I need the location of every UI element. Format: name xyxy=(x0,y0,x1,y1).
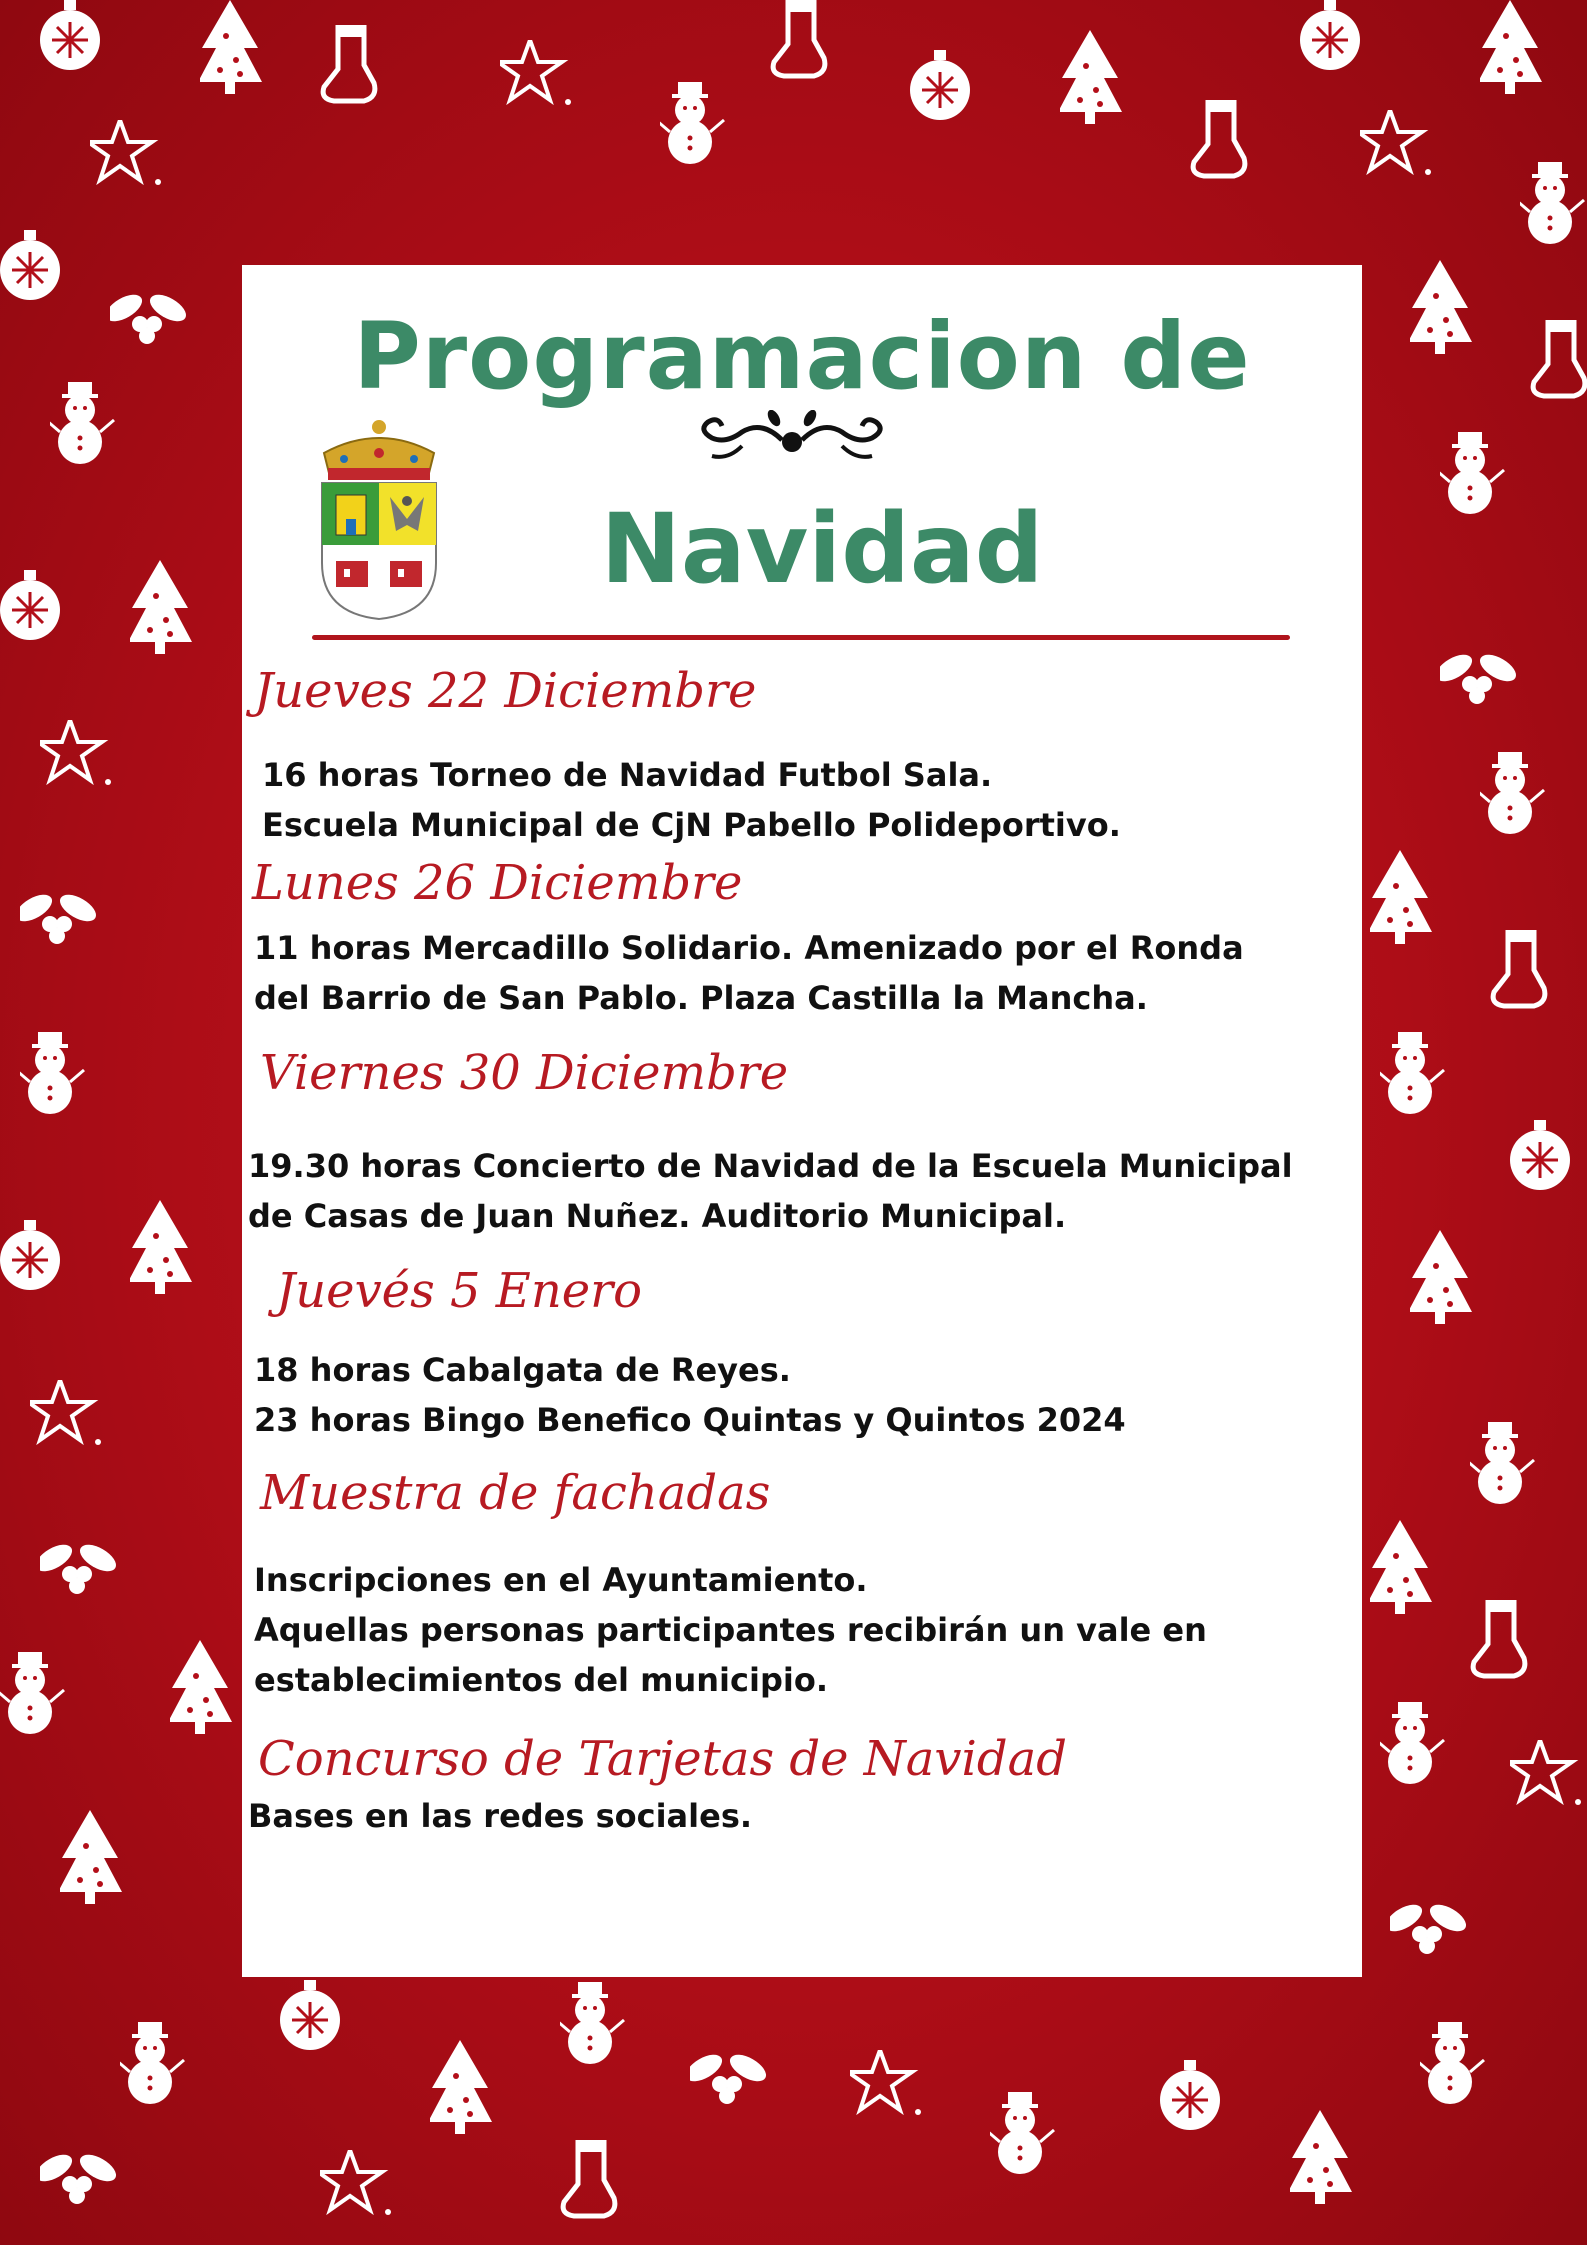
section-body xyxy=(262,750,1121,850)
stocking-icon xyxy=(1470,1600,1540,1690)
holly-icon xyxy=(110,280,200,360)
section-heading: Concurso de Tarjetas de Navidad xyxy=(258,1731,1067,1787)
snowman-icon xyxy=(1380,1700,1460,1810)
snowflake-ornament-icon xyxy=(0,570,90,670)
christmas-tree-icon xyxy=(1410,260,1490,370)
section-line: Bases en las redes sociales. xyxy=(248,1797,753,1835)
snowflake-ornament-icon xyxy=(1160,2060,1240,2160)
star-icon xyxy=(30,1380,110,1460)
snowman-icon xyxy=(1480,750,1560,860)
section-line: Inscripciones en el Ayuntamiento. xyxy=(254,1561,868,1599)
section-line: 19.30 horas Concierto de Navidad de la Escuela Municipal xyxy=(248,1147,1293,1185)
christmas-tree-icon xyxy=(1480,0,1560,110)
snowman-icon xyxy=(1470,1420,1550,1530)
christmas-tree-icon xyxy=(130,1200,210,1310)
page-title-line-1: Programacion de xyxy=(353,303,1251,410)
section-body xyxy=(254,1345,1126,1445)
star-icon xyxy=(1360,110,1440,190)
section-line: del Barrio de San Pablo. Plaza Castilla la Mancha. xyxy=(254,979,1148,1017)
snowman-icon xyxy=(0,1650,80,1760)
snowman-icon xyxy=(1420,2020,1500,2130)
christmas-tree-icon xyxy=(170,1640,250,1750)
star-icon xyxy=(850,2050,930,2130)
star-icon xyxy=(500,40,580,120)
stocking-icon xyxy=(1190,100,1260,190)
christmas-tree-icon xyxy=(430,2040,510,2150)
section-line: 18 horas Cabalgata de Reyes. xyxy=(254,1351,791,1389)
christmas-tree-icon xyxy=(1370,1520,1450,1630)
holly-icon xyxy=(690,2040,780,2120)
section-line: 11 horas Mercadillo Solidario. Amenizado por el Ronda xyxy=(254,929,1244,967)
section-body xyxy=(254,1555,1207,1705)
holly-icon xyxy=(40,2140,130,2220)
header-divider xyxy=(312,635,1290,640)
christmas-tree-icon xyxy=(130,560,210,670)
page-title-line-2: Navidad xyxy=(600,493,1044,605)
program-card xyxy=(242,265,1362,1977)
section-line: establecimientos del municipio. xyxy=(254,1661,828,1699)
christmas-tree-icon xyxy=(1370,850,1450,960)
snowflake-ornament-icon xyxy=(280,1980,360,2080)
section-line: Aquellas personas participantes recibirán un vale en xyxy=(254,1611,1207,1649)
christmas-tree-icon xyxy=(1410,1230,1490,1340)
stocking-icon xyxy=(320,25,390,115)
snowflake-ornament-icon xyxy=(0,230,80,330)
section-body xyxy=(248,1791,752,1841)
stocking-icon xyxy=(1530,320,1587,410)
snowman-icon xyxy=(1520,160,1587,270)
snowman-icon xyxy=(990,2090,1070,2200)
holly-icon xyxy=(40,1530,130,1610)
section-line: 23 horas Bingo Benefico Quintas y Quintos 2024 xyxy=(254,1401,1126,1439)
section-heading: Muestra de fachadas xyxy=(260,1465,771,1521)
star-icon xyxy=(90,120,170,200)
snowman-icon xyxy=(20,1030,100,1140)
section-body xyxy=(254,923,1244,1023)
holly-icon xyxy=(1440,640,1530,720)
snowflake-ornament-icon xyxy=(40,0,130,100)
star-icon xyxy=(320,2150,400,2230)
snowman-icon xyxy=(1440,430,1520,540)
holly-icon xyxy=(1390,1890,1480,1970)
star-icon xyxy=(1510,1740,1587,1820)
stocking-icon xyxy=(1490,930,1560,1020)
snowman-icon xyxy=(1380,1030,1460,1140)
snowman-icon xyxy=(660,80,740,190)
section-heading: Lunes 26 Diciembre xyxy=(252,855,743,911)
section-line: 16 horas Torneo de Navidad Futbol Sala. xyxy=(262,756,993,794)
section-heading: Juevés 5 Enero xyxy=(276,1263,642,1319)
snowflake-ornament-icon xyxy=(0,1220,80,1320)
christmas-tree-icon xyxy=(200,0,280,110)
snowman-icon xyxy=(120,2020,200,2130)
section-line: Escuela Municipal de CjN Pabello Polideportivo. xyxy=(262,806,1121,844)
snowman-icon xyxy=(560,1980,640,2090)
stocking-icon xyxy=(770,0,840,90)
ornamental-flourish-icon xyxy=(682,410,902,470)
snowman-icon xyxy=(50,380,130,490)
christmas-tree-icon xyxy=(1290,2110,1370,2220)
holly-icon xyxy=(20,880,110,960)
star-icon xyxy=(40,720,120,800)
snowflake-ornament-icon xyxy=(1300,0,1390,80)
section-line: de Casas de Juan Nuñez. Auditorio Municipal. xyxy=(248,1197,1067,1235)
section-heading: Jueves 22 Diciembre xyxy=(254,663,757,719)
section-body xyxy=(248,1141,1293,1241)
snowflake-ornament-icon xyxy=(910,50,990,160)
christmas-tree-icon xyxy=(1060,30,1140,140)
stocking-icon xyxy=(560,2140,630,2230)
snowflake-ornament-icon xyxy=(1510,1120,1587,1220)
section-heading: Viernes 30 Diciembre xyxy=(260,1045,789,1101)
christmas-tree-icon xyxy=(60,1810,140,1920)
